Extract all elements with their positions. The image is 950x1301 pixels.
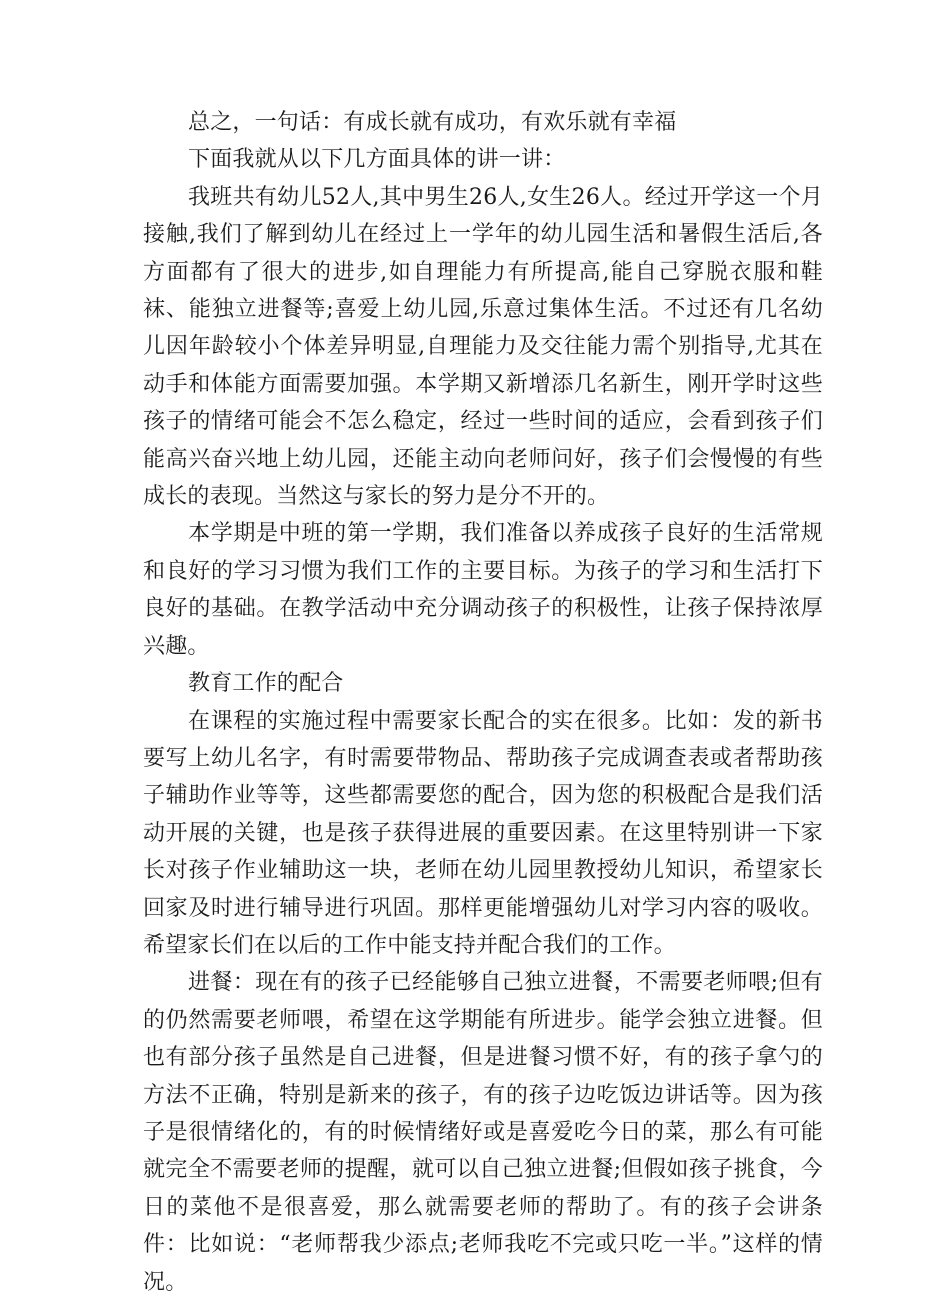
document-body xyxy=(143,104,823,1301)
paragraph-semester-goals: 本学期是中班的第一学期，我们准备以养成孩子良好的生活常规和良好的学习习惯为我们工作的主要目标。为孩子的学习和生活打下良好的基础。在教学活动中充分调动孩子的积极性，让孩子保持浓厚兴趣。 xyxy=(143,521,823,659)
section-heading-education-cooperation: 教育工作的配合 xyxy=(188,671,344,697)
paragraph-parent-cooperation: 在课程的实施过程中需要家长配合的实在很多。比如：发的新书要写上幼儿名字，有时需要带物品、帮助孩子完成调查表或者帮助孩子辅助作业等等，这些都需要您的配合，因为您的积极配合是我们活动开展的关键，也是孩子获得进展的重要因素。在这里特别讲一下家长对孩子作业辅助这一块，老师在幼儿园里教授幼儿知识，希望家长回家及时进行辅导进行巩固。那样更能增强幼儿对学习内容的吸收。希望家长们在以后的工作中能支持并配合我们的工作。 xyxy=(143,708,823,958)
paragraph-eating: 进餐：现在有的孩子已经能够自己独立进餐，不需要老师喂;但有的仍然需要老师喂，希望在这学期能有所进步。能学会独立进餐。但也有部分孩子虽然是自己进餐，但是进餐习惯不好，有的孩子拿勺的方法不正确，特别是新来的孩子，有的孩子边吃饭边讲话等。因为孩子是很情绪化的，有的时候情绪好或是喜爱吃今日的菜，那么有可能就完全不需要老师的提醒，就可以自己独立进餐;但假如孩子挑食，今日的菜他不是很喜爱，那么就需要老师的帮助了。有的孩子会讲条件：比如说：“老师帮我少添点;老师我吃不完或只吃一半。”这样的情况。 xyxy=(143,970,823,1295)
paragraph-intro: 下面我就从以下几方面具体的讲一讲： xyxy=(188,147,566,173)
paragraph-summary: 总之，一句话：有成长就有成功，有欢乐就有幸福 xyxy=(188,110,677,135)
paragraph-class-overview: 我班共有幼儿52人,其中男生26人,女生26人。经过开学这一个月接触,我们了解到幼儿在经过上一学年的幼儿园生活和暑假生活后,各方面都有了很大的进步,如自理能力有所提高,能自己穿脱衣服和鞋袜、能独立进餐等;喜爱上幼儿园,乐意过集体生活。不过还有几名幼儿因年龄较小个体差异明显,自理能力及交往能力需个别指导,尤其在动手和体能方面需要加强。本学期又新增添几名新生，刚开学时这些孩子的情绪可能会不怎么稳定，经过一些时间的适应，会看到孩子们能高兴奋兴地上幼儿园，还能主动向老师问好，孩子们会慢慢的有些成长的表现。当然这与家长的努力是分不开的。 xyxy=(143,184,823,510)
